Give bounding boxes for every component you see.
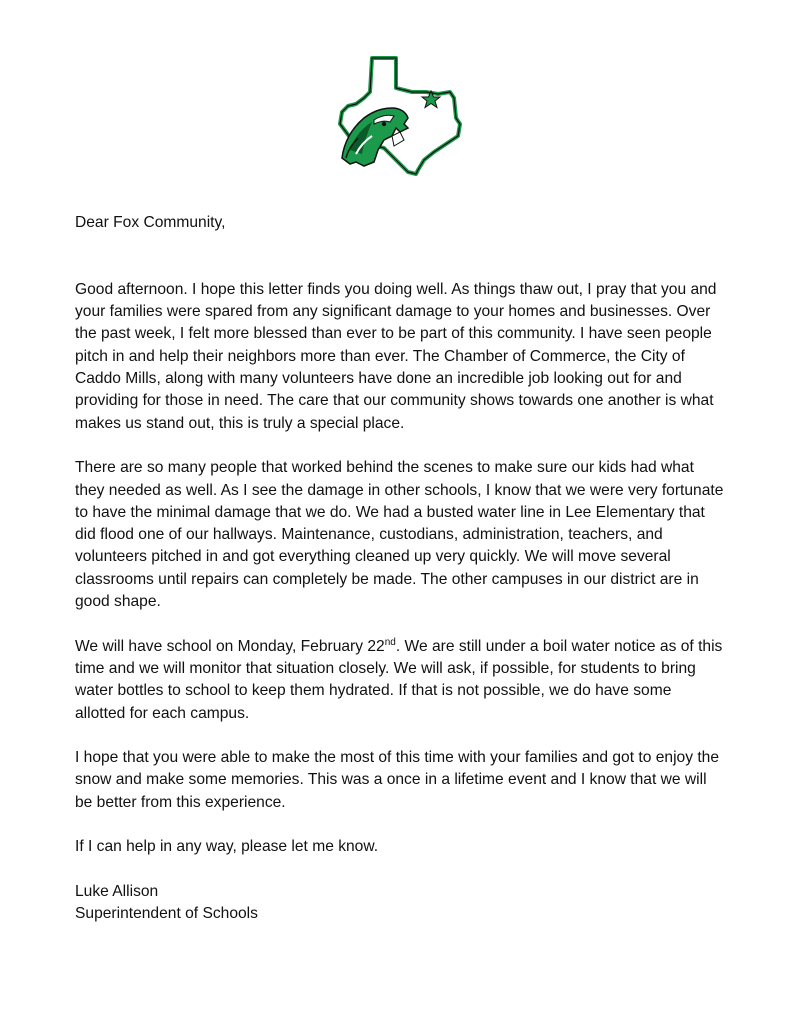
paragraph-3-start: We will have school on Monday, February 22 (75, 637, 385, 655)
salutation: Dear Fox Community, (75, 214, 226, 231)
paragraph-3-rest: . We are still under a boil water notice as of this time and we will monitor that situation closely. We will ask, if possible, for students to bring water bottles to school to keep them hydrated. If that is not possible, we do have some allotted for each campus. (75, 637, 723, 722)
signature-name: Luke Allison (75, 882, 159, 900)
paragraph-5: If I can help in any way, please let me know. (75, 838, 379, 856)
signature-block (75, 881, 725, 926)
paragraph-1: Good afternoon. I hope this letter finds you doing well. As things thaw out, I pray that you and your families were spared from any significant damage to your homes and businesses. Over the past week, I felt more blessed than ever to be part of this community. I have seen people pitch in and help their neighbors more than ever. The Chamber of Commerce, the City of Caddo Mills, along with many volunteers have done an incredible job looking out for and providing for those in need. The care that our community shows towards one another is what makes us stand out, this is truly a special place. (75, 280, 717, 432)
paragraph-2: There are so many people that worked behind the scenes to make sure our kids had what they needed as well. As I see the damage in other schools, I know that we were very fortunate to have the minimal damage that we do. We had a busted water line in Lee Elementary that did flood one of our hallways. Maintenance, custodians, administration, teachers, and volunteers pitched in and got everything cleaned up very quickly. We will move several classrooms until repairs can completely be made. The other campuses in our district are in good shape. (75, 459, 724, 611)
paragraph-3 (75, 636, 725, 725)
date-ordinal-suffix: nd (384, 636, 396, 648)
texas-wildcat-logo-graphic (334, 54, 464, 178)
letter-body (75, 212, 725, 926)
paragraph-4: I hope that you were able to make the most of this time with your families and got to enjoy the snow and make some memories. This was a once in a lifetime event and I know that we will be better from this experience. (75, 749, 720, 811)
signature-title: Superintendent of Schools (75, 905, 258, 923)
texas-wildcat-logo (334, 54, 464, 178)
